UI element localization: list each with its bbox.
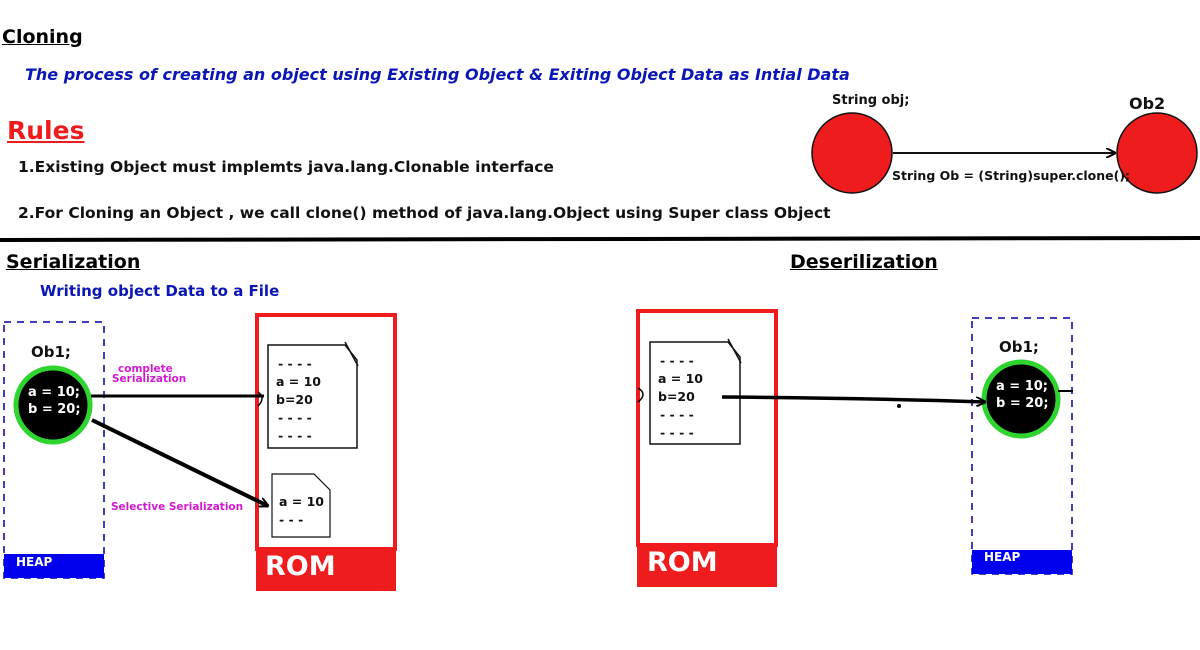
deserialization-arrow (722, 397, 985, 402)
deserialization-object-label: Ob1; (999, 338, 1039, 356)
serialization-subtitle: Writing object Data to a File (40, 282, 280, 300)
partial-doc-line-1: a = 10 (279, 494, 325, 509)
full-doc-line-4: - - - - (278, 410, 312, 425)
full-doc-line-5: - - - - (278, 428, 312, 443)
full-doc-line-2: a = 10 (276, 374, 322, 389)
deserialization-heap-label: HEAP (984, 550, 1021, 564)
rules-title: Rules (7, 116, 85, 145)
serialization-heap-label: HEAP (16, 555, 53, 569)
deser-doc-line-1: - - - - (660, 353, 694, 368)
deser-doc-line-5: - - - - (660, 425, 694, 440)
deser-doc-line-2: a = 10 (658, 371, 704, 386)
serialization-field-a: a = 10; (28, 385, 81, 400)
clone-arrow-label: String Ob = (String)super.clone(); (892, 168, 1131, 183)
cloning-title: Cloning (2, 26, 83, 48)
complete-serialization-label-2: Serialization (112, 373, 187, 385)
rule-2: 2.For Cloning an Object , we call clone() method of java.lang.Object using Super class Object (18, 204, 831, 222)
serialization-object-label: Ob1; (31, 343, 71, 361)
section-divider (0, 238, 1200, 240)
complete-serialization-label-1: complete (118, 363, 173, 375)
deserialization-field-a: a = 10; (996, 379, 1049, 394)
cloning-definition: The process of creating an object using Existing Object & Exiting Object Data as Intial Data (25, 65, 850, 84)
full-doc-line-1: - - - - (278, 356, 312, 371)
deser-doc-line-4: - - - - (660, 407, 694, 422)
deserialization-heap-box (972, 318, 1072, 574)
deserialization-rom-label: ROM (647, 547, 718, 578)
full-doc-line-3: b=20 (276, 392, 313, 407)
rule-1: 1.Existing Object must implemts java.lang.Clonable interface (18, 158, 554, 176)
serialization-rom-label: ROM (265, 551, 336, 582)
serialization-field-b: b = 20; (28, 402, 81, 417)
serialization-title: Serialization (6, 251, 141, 273)
deserialization-field-b: b = 20; (996, 396, 1049, 411)
deser-doc-line-3: b=20 (658, 389, 695, 404)
deserialization-title: Deserilization (790, 251, 938, 273)
selective-serialization-label: Selective Serialization (111, 501, 244, 513)
source-object-circle (812, 113, 892, 193)
selective-serialization-arrow (92, 420, 268, 506)
partial-doc-line-2: - - - (279, 512, 304, 527)
target-object-label: Ob2 (1129, 94, 1166, 113)
source-object-label: String obj; (832, 93, 910, 108)
